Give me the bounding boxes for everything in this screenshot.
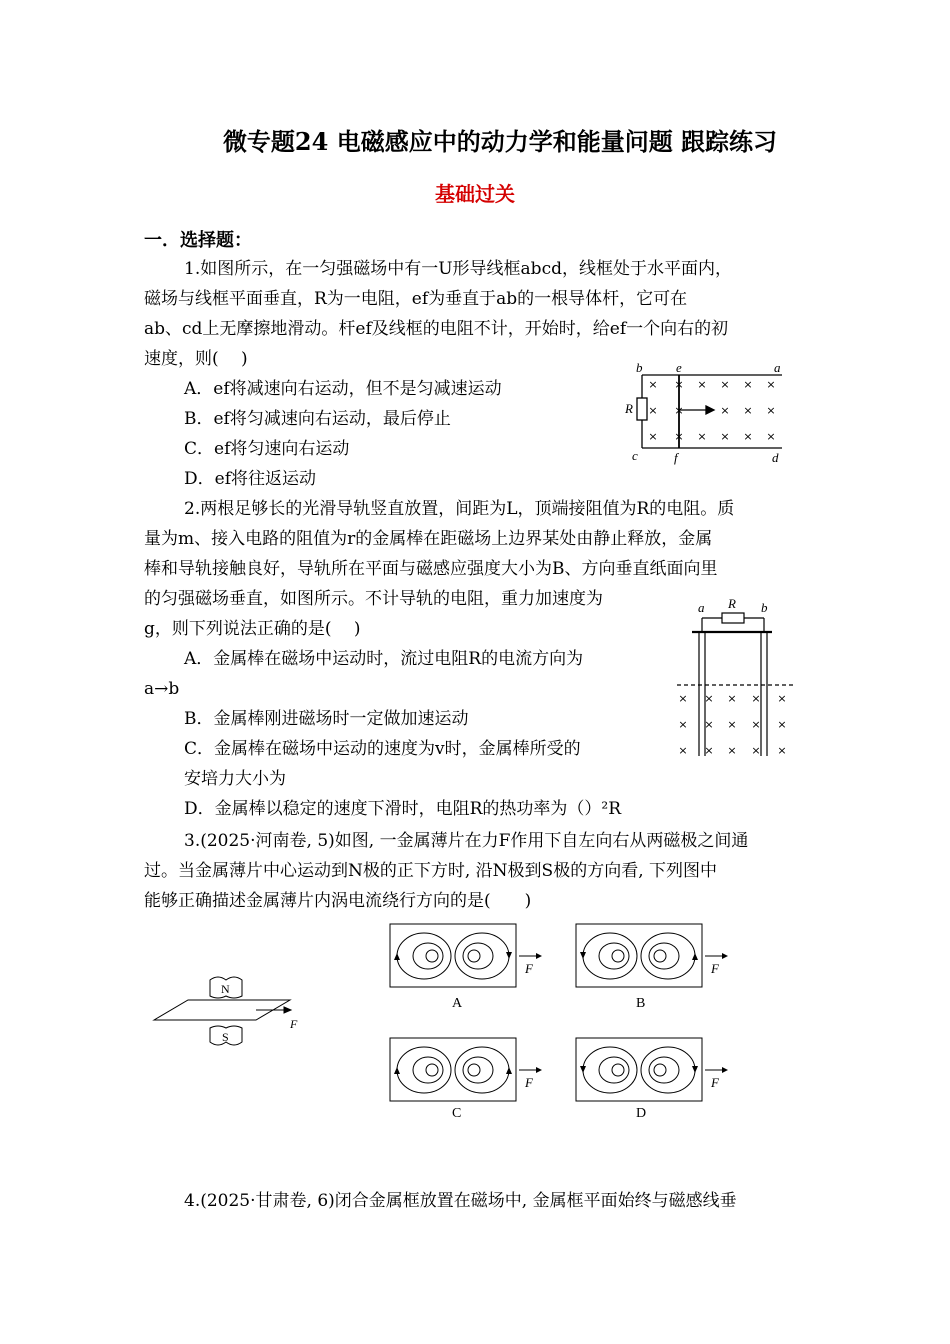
- svg-text:×: ×: [704, 744, 714, 757]
- svg-text:×: ×: [648, 404, 658, 417]
- choice-a-label: A: [452, 996, 463, 1011]
- force-label: F: [711, 961, 719, 976]
- force-label: F: [525, 961, 533, 976]
- q3-option-b-figure: [574, 922, 734, 992]
- label-b: b: [636, 360, 643, 375]
- q2-option-d: D．金属棒以稳定的速度下滑时，电阻R的热功率为（）²R: [184, 799, 622, 819]
- svg-text:×: ×: [720, 378, 730, 391]
- q1-option-b: B．ef将匀减速向右运动，最后停止: [184, 409, 451, 429]
- svg-text:×: ×: [720, 404, 730, 417]
- svg-text:×: ×: [766, 430, 776, 443]
- q2-option-b: B．金属棒刚进磁场时一定做加速运动: [184, 709, 469, 729]
- q2-line: 量为m、接入电路的阻值为r的金属棒在距磁场上边界某处由静止释放，金属: [144, 529, 713, 549]
- label-f: f: [674, 450, 678, 465]
- q2-line: 棒和导轨接触良好，导轨所在平面与磁感应强度大小为B、方向垂直纸面向里: [144, 559, 718, 579]
- q2-figure: [672, 596, 800, 762]
- q4-line: 4.(2025·甘肃卷, 6)闭合金属框放置在磁场中, 金属框平面始终与磁感线垂: [184, 1191, 737, 1211]
- section-subtitle: 基础过关: [435, 182, 515, 206]
- q1-line: 速度，则( ): [144, 349, 248, 369]
- svg-text:×: ×: [777, 692, 787, 705]
- page-title: 微专题24 电磁感应中的动力学和能量问题 跟踪练习: [222, 127, 778, 156]
- svg-text:×: ×: [674, 430, 684, 443]
- q1-line: ab、cd上无摩擦地滑动。杆ef及线框的电阻不计，开始时，给ef一个向右的初: [144, 319, 729, 339]
- q3-line: 3.(2025·河南卷, 5)如图, 一金属薄片在力F作用下自左向右从两磁极之间通: [184, 831, 749, 851]
- svg-text:×: ×: [751, 744, 761, 757]
- svg-text:×: ×: [727, 692, 737, 705]
- svg-text:×: ×: [777, 744, 787, 757]
- svg-text:×: ×: [727, 718, 737, 731]
- q1-option-c: C．ef将匀速向右运动: [184, 439, 350, 459]
- q2-line: 的匀强磁场垂直，如图所示。不计导轨的电阻，重力加速度为: [144, 589, 603, 609]
- choice-c-label: C: [452, 1106, 462, 1121]
- q2-line: 2.两根足够长的光滑导轨竖直放置，间距为L，顶端接阻值为R的电阻。质: [184, 499, 735, 519]
- svg-text:×: ×: [697, 430, 707, 443]
- q1-option-d: D．ef将往返运动: [184, 469, 316, 489]
- svg-text:×: ×: [751, 718, 761, 731]
- q3-option-c-figure: [388, 1036, 548, 1106]
- svg-text:×: ×: [678, 718, 688, 731]
- svg-text:×: ×: [697, 378, 707, 391]
- svg-text:×: ×: [743, 404, 753, 417]
- choice-b-label: B: [636, 996, 646, 1011]
- q2-line: g，则下列说法正确的是( ): [144, 619, 361, 639]
- force-label: F: [711, 1075, 719, 1090]
- label-R: R: [728, 596, 736, 611]
- q2-option-c-cont: 安培力大小为: [184, 769, 286, 789]
- label-c: c: [632, 448, 638, 463]
- label-d: d: [772, 450, 779, 465]
- label-b: b: [761, 600, 768, 615]
- section-heading: 一．选择题：: [144, 230, 252, 251]
- svg-text:×: ×: [743, 378, 753, 391]
- svg-text:×: ×: [648, 378, 658, 391]
- svg-text:×: ×: [704, 692, 714, 705]
- svg-text:×: ×: [674, 404, 684, 417]
- q1-line: 1.如图所示，在一匀强磁场中有一U形导线框abcd，线框处于水平面内，: [184, 259, 732, 279]
- q2-option-a: A．金属棒在磁场中运动时，流过电阻R的电流方向为: [184, 649, 584, 669]
- force-label: F: [525, 1075, 533, 1090]
- svg-text:×: ×: [704, 718, 714, 731]
- svg-text:×: ×: [766, 404, 776, 417]
- svg-text:×: ×: [674, 378, 684, 391]
- svg-text:×: ×: [766, 378, 776, 391]
- label-a: a: [774, 360, 781, 375]
- choice-d-label: D: [636, 1106, 647, 1121]
- q3-line: 能够正确描述金属薄片内涡电流绕行方向的是( ): [144, 891, 532, 911]
- q2-option-a-cont: a→b: [144, 679, 180, 699]
- q3-option-a-figure: [388, 922, 548, 992]
- q1-line: 磁场与线框平面垂直，R为一电阻，ef为垂直于ab的一根导体杆，它可在: [144, 289, 688, 309]
- q3-line: 过。当金属薄片中心运动到N极的正下方时, 沿N极到S极的方向看, 下列图中: [144, 861, 718, 881]
- svg-text:×: ×: [727, 744, 737, 757]
- label-S: S: [222, 1030, 229, 1044]
- q2-option-c: C．金属棒在磁场中运动的速度为v时，金属棒所受的: [184, 739, 581, 759]
- svg-text:×: ×: [777, 718, 787, 731]
- svg-text:×: ×: [720, 430, 730, 443]
- svg-text:×: ×: [678, 744, 688, 757]
- q1-figure: [622, 360, 792, 470]
- label-e: e: [676, 360, 682, 375]
- label-R: R: [625, 401, 633, 416]
- svg-text:×: ×: [648, 430, 658, 443]
- svg-text:×: ×: [678, 692, 688, 705]
- label-a: a: [698, 600, 705, 615]
- label-N: N: [221, 982, 230, 996]
- q1-option-a: A．ef将减速向右运动，但不是匀减速运动: [184, 379, 502, 399]
- label-F: F: [290, 1017, 298, 1031]
- q3-magnet-figure: [150, 966, 310, 1056]
- svg-text:×: ×: [743, 430, 753, 443]
- svg-text:×: ×: [751, 692, 761, 705]
- q3-option-d-figure: [574, 1036, 734, 1106]
